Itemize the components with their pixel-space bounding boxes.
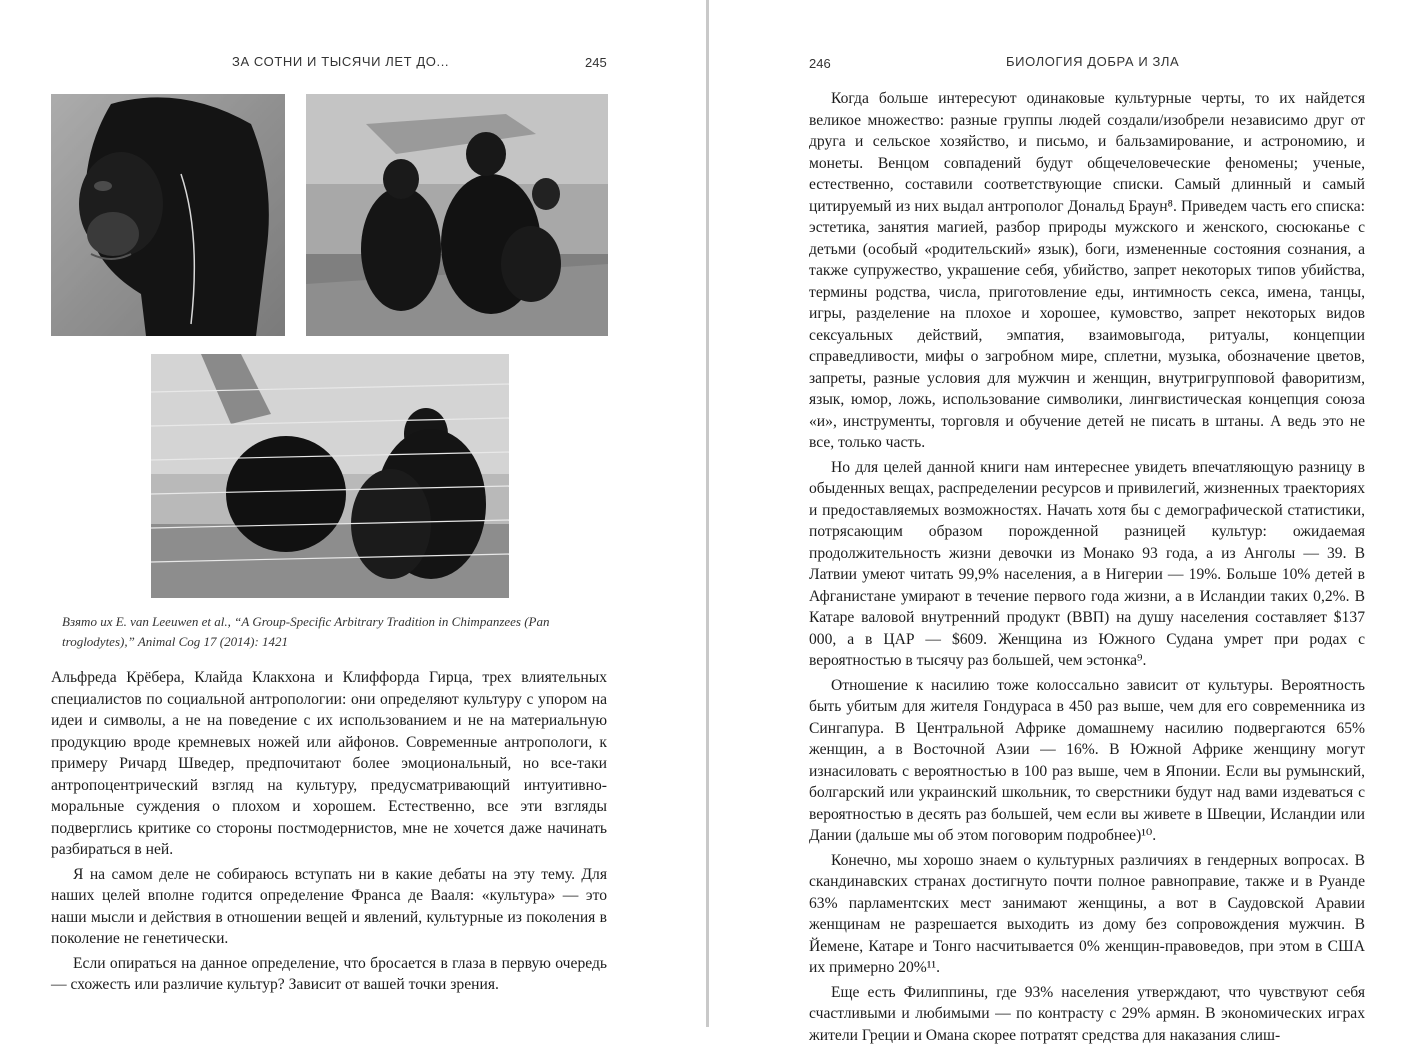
left-page bbox=[0, 0, 706, 1027]
chimpanzee-group-photo bbox=[306, 94, 608, 336]
right-running-head: БИОЛОГИЯ ДОБРА И ЗЛА bbox=[1006, 54, 1179, 69]
paragraph: Если опираться на данное определение, что бросается в глаза в первую очередь — схожесть или различие культур? Зависит от вашей точки зрения. bbox=[51, 953, 607, 996]
chimpanzees-fence-photo bbox=[151, 354, 509, 598]
right-page bbox=[709, 0, 1410, 1027]
paragraph: Но для целей данной книги нам интереснее увидеть впечатляющую разницу в обыденных вещах, распределении ресурсов и привилегий, жизненных траекториях и предоставляемых возможностях. Начать хотя бы с демографической статистики, потрясающим образом порожденной разницей культур: ожидаемая продолжительность жизни девочки из Монако 93 года, а из Анголы — 39. В Латвии умеют читать 99,9% населения, а в Нигерии — 19%. Больше 10% детей в Афганистане умирают в течение первого года жизни, а в Исландии таких 0,2%. В Катаре валовой внутренний продукт (ВВП) на душу населения составляет $137 000, а в ЦАР — $609. Женщина из Южного Судана умрет при родах с вероятностью в тысячу раз большей, чем эстонка⁹. bbox=[809, 457, 1365, 672]
paragraph: Когда больше интересуют одинаковые культурные черты, то их найдется великое множество: разные группы людей создали/изобрели независимо друг от друга и сельское хозяйство, и письмо, и бальзамирование, и астрономию, и монеты. Венцом совпадений будут общечеловеческие феномены; ученые, естественно, составили соответствующие списки. Самый длинный и самый цитируемый из них выдал антрополог Дональд Браун⁸. Приведем часть его списка: эстетика, занятия магией, разбор природы мужского и женского, сюсюканье с детьми (особый «родительский» язык), боги, измененные состояния сознания, а также супружество, украшение себя, убийство, запрет некоторых типов убийства, термины родства, числа, приготовление еды, интимность секса, имена, танцы, игры, разделение на плохое и хорошее, кумовство, запрет некоторых видов сексуальных действий, эмпатия, взаимовыгода, ритуалы, концепции справедливости, мифы о загробном мире, сплетни, музыка, обозначение цветов, запреты, разные условия для мужчин и женщин, внутригрупповой фаворитизм, язык, юмор, ложь, использование символики, лингвистическая концепция союза «и», инструменты, торговля и обучение детей не писать в штаны. А ведь это не все, только часть. bbox=[809, 88, 1365, 454]
figure-caption: Взято их E. van Leeuwen et al., “A Group-Specific Arbitrary Tradition in Chimpanzees (Pan troglodytes),” Animal Cog 17 (2014): 1421 bbox=[62, 612, 602, 652]
left-running-head: ЗА СОТНИ И ТЫСЯЧИ ЛЕТ ДО... bbox=[232, 54, 449, 69]
right-body-text bbox=[809, 88, 1365, 1046]
right-page-number: 246 bbox=[809, 56, 831, 71]
paragraph: Альфреда Крёбера, Клайда Клакхона и Клиффорда Гирца, трех влиятельных специалистов по социальной антропологии: они определяют культуру с упором на идеи и символы, а не на поведение с их использованием и не на материальную продукцию вроде кремневых ножей или айфонов. Современные антропологи, к примеру Ричард Шведер, предпочитают более эмоциональный, но все-таки антропоцентрический взгляд на культуру, предусматривающий интуитивно-моральные суждения о плохом и хорошем. Естественно, все эти взгляды подверглись критике со стороны постмодернистов, мне не хочется даже начинать разбираться в ней. bbox=[51, 667, 607, 861]
paragraph: Отношение к насилию тоже колоссально зависит от культуры. Вероятность быть убитым для жителя Гондураса в 450 раз выше, чем для его современника из Сингапура. В Центральной Африке домашнему насилию подвергаются 65% женщин, а в Восточной Азии — 16%. В Южной Африке женщину могут изнасиловать с вероятностью в 100 раз выше, чем в Японии. Если вы румынский, болгарский или украинский школьник, то сверстники будут над вами издеваться с вероятностью в десять раз большей, чем если вы живете в Швеции, Исландии или Дании (дальше мы об этом поговорим подробнее)¹⁰. bbox=[809, 675, 1365, 847]
chimpanzee-portrait-photo bbox=[51, 94, 285, 336]
left-body-text bbox=[51, 667, 607, 996]
left-page-number: 245 bbox=[585, 55, 607, 70]
paragraph: Конечно, мы хорошо знаем о культурных различиях в гендерных вопросах. В скандинавских странах достигнуто почти полное равноправие, также и в Руанде 63% парламентских мест занимают женщины, а вот в Саудовской Аравии женщинам не разрешается выходить из дому без сопровождения мужчин. В Йемене, Катаре и Тонго насчитывается 0% женщин-правоведов, при этом в США их примерно 20%¹¹. bbox=[809, 850, 1365, 979]
paragraph: Еще есть Филиппины, где 93% населения утверждают, что чувствуют себя счастливыми и любимыми — по контрасту с 29% армян. В экономических играх жители Греции и Омана скорее потратят средства для наказания слиш- bbox=[809, 982, 1365, 1046]
paragraph: Я на самом деле не собираюсь вступать ни в какие дебаты на эту тему. Для наших целей вполне годится определение Франса де Вааля: «культура» — это наши мысли и действия в отношении вещей и явлений, культурные из поколения в поколение не генетически. bbox=[51, 864, 607, 950]
